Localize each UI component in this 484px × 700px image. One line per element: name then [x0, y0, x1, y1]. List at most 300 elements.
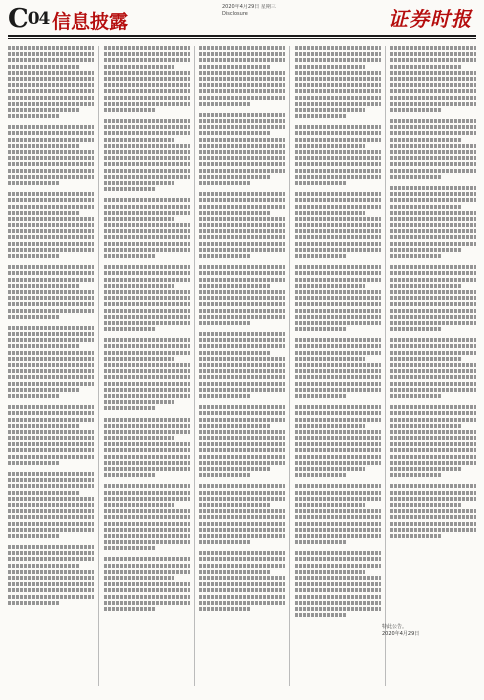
paragraph-gap	[295, 619, 381, 624]
text-line	[104, 58, 190, 62]
paragraph-gap	[390, 540, 476, 545]
text-line	[295, 65, 366, 69]
text-line	[104, 601, 190, 605]
text-line	[390, 83, 476, 87]
text-line	[390, 375, 476, 379]
text-line	[295, 497, 381, 501]
text-line	[104, 557, 190, 561]
text-line	[8, 271, 94, 275]
text-line	[390, 296, 476, 300]
column-divider	[385, 46, 386, 686]
text-line	[104, 265, 190, 269]
text-line	[104, 388, 190, 392]
text-line	[199, 344, 285, 348]
text-line	[295, 77, 381, 81]
text-line	[104, 229, 190, 233]
text-line	[295, 509, 381, 513]
text-line	[295, 369, 381, 373]
text-line	[390, 186, 476, 190]
text-line	[295, 198, 381, 202]
text-line	[199, 229, 285, 233]
text-line	[104, 138, 175, 142]
text-line	[8, 418, 94, 422]
text-line	[199, 315, 285, 319]
section-code	[8, 4, 49, 34]
text-line	[104, 205, 190, 209]
text-line	[8, 405, 94, 409]
header-subtitle: Disclosure	[222, 11, 248, 17]
text-line	[295, 467, 366, 471]
text-line	[104, 211, 190, 215]
text-line	[295, 242, 381, 246]
text-line	[104, 595, 190, 599]
text-line	[8, 369, 94, 373]
text-line	[8, 205, 94, 209]
text-line	[104, 108, 156, 112]
text-line	[295, 595, 381, 599]
text-line	[390, 144, 476, 148]
text-line	[104, 309, 190, 313]
text-line	[104, 302, 190, 306]
text-line	[295, 321, 381, 325]
text-line	[390, 338, 476, 342]
text-line	[199, 436, 285, 440]
text-line	[295, 357, 366, 361]
text-line	[104, 509, 190, 513]
text-line	[390, 284, 461, 288]
text-line	[295, 448, 381, 452]
text-line	[295, 290, 381, 294]
text-line	[8, 545, 94, 549]
text-line	[199, 223, 285, 227]
text-line	[295, 265, 381, 269]
text-line	[390, 461, 476, 465]
text-line	[295, 296, 381, 300]
text-line	[104, 424, 190, 428]
text-line	[199, 411, 285, 415]
section-title: 信息披露	[52, 11, 129, 33]
text-line	[390, 89, 476, 93]
text-line	[8, 388, 79, 392]
text-line	[390, 418, 476, 422]
text-line	[104, 588, 190, 592]
text-line	[104, 83, 190, 87]
text-line	[295, 58, 381, 62]
text-line	[295, 175, 381, 179]
text-line	[295, 271, 381, 275]
text-line	[199, 448, 285, 452]
paragraph-gap	[104, 613, 190, 618]
text-line	[8, 497, 94, 501]
text-line	[8, 138, 94, 142]
text-line	[295, 388, 381, 392]
text-line	[8, 217, 94, 221]
text-line	[8, 284, 79, 288]
section-letter: C	[8, 4, 28, 34]
text-line	[8, 131, 94, 135]
text-line	[199, 83, 285, 87]
text-line	[104, 540, 190, 544]
text-line	[199, 96, 285, 100]
text-line	[8, 595, 94, 599]
text-line	[199, 461, 285, 465]
text-line	[390, 162, 476, 166]
text-line	[199, 278, 285, 282]
text-line	[199, 540, 251, 544]
text-line	[199, 52, 285, 56]
text-line	[199, 497, 285, 501]
column-4	[295, 46, 381, 686]
text-line	[390, 192, 476, 196]
text-line	[390, 534, 442, 538]
text-line	[295, 528, 381, 532]
text-line	[295, 46, 381, 50]
text-line	[104, 418, 190, 422]
text-line	[390, 131, 476, 135]
text-line	[8, 315, 60, 319]
text-line	[390, 455, 476, 459]
text-line	[295, 576, 381, 580]
text-line	[8, 83, 94, 87]
text-line	[8, 52, 94, 56]
text-line	[390, 503, 461, 507]
text-line	[199, 175, 270, 179]
text-line	[295, 309, 381, 313]
text-line	[199, 557, 285, 561]
text-line	[199, 131, 270, 135]
text-line	[199, 522, 285, 526]
text-line	[390, 302, 476, 306]
text-line	[104, 484, 190, 488]
text-line	[390, 382, 476, 386]
text-line	[295, 131, 381, 135]
text-line	[199, 119, 285, 123]
text-line	[8, 509, 94, 513]
text-line	[104, 96, 190, 100]
text-line	[199, 424, 270, 428]
text-line	[390, 175, 442, 179]
text-line	[295, 315, 381, 319]
text-line	[390, 108, 442, 112]
text-line	[390, 271, 476, 275]
text-line	[104, 576, 175, 580]
text-line	[8, 175, 94, 179]
text-line	[199, 473, 251, 477]
text-line	[390, 125, 476, 129]
column-3	[199, 46, 285, 686]
text-line	[199, 491, 285, 495]
text-line	[390, 198, 476, 202]
text-line	[199, 338, 285, 342]
text-line	[104, 338, 190, 342]
text-line	[104, 296, 190, 300]
text-line	[295, 405, 381, 409]
text-line	[390, 119, 476, 123]
text-line	[390, 235, 476, 239]
text-line	[104, 162, 190, 166]
text-line	[8, 156, 94, 160]
text-line	[8, 357, 94, 361]
text-line	[8, 58, 94, 62]
text-line	[199, 138, 285, 142]
text-line	[8, 528, 94, 532]
text-line	[199, 467, 270, 471]
text-line	[199, 248, 285, 252]
text-line	[104, 607, 156, 611]
text-line	[295, 363, 381, 367]
text-line	[8, 430, 94, 434]
text-line	[104, 156, 190, 160]
text-line	[199, 169, 285, 173]
text-line	[104, 448, 190, 452]
text-line	[390, 497, 476, 501]
text-line	[8, 65, 79, 69]
text-line	[104, 102, 190, 106]
text-line	[8, 229, 94, 233]
text-line	[199, 357, 285, 361]
text-line	[104, 461, 190, 465]
text-line	[295, 138, 381, 142]
text-line	[295, 211, 366, 215]
text-line	[199, 551, 285, 555]
text-line	[295, 108, 366, 112]
text-line	[295, 169, 381, 173]
text-line	[104, 248, 190, 252]
text-line	[8, 235, 94, 239]
text-line	[8, 198, 94, 202]
text-line	[8, 108, 79, 112]
header-rule-thin	[8, 38, 476, 39]
text-line	[104, 363, 190, 367]
text-line	[295, 327, 347, 331]
text-line	[104, 546, 156, 550]
text-line	[390, 65, 461, 69]
text-line	[8, 248, 94, 252]
text-line	[8, 102, 94, 106]
text-line	[295, 125, 381, 129]
text-line	[390, 327, 442, 331]
text-line	[8, 309, 94, 313]
text-line	[199, 302, 285, 306]
text-line	[390, 138, 461, 142]
text-line	[199, 205, 285, 209]
newspaper-logo: 证券时报	[388, 7, 472, 31]
text-line	[295, 430, 381, 434]
text-line	[390, 473, 442, 477]
text-line	[8, 503, 94, 507]
paragraph-gap	[199, 613, 285, 618]
text-line	[8, 181, 60, 185]
text-line	[390, 442, 476, 446]
text-line	[104, 71, 190, 75]
text-line	[8, 570, 94, 574]
text-line	[8, 326, 94, 330]
text-line	[8, 582, 94, 586]
text-line	[199, 156, 285, 160]
text-line	[199, 162, 285, 166]
text-line	[295, 89, 381, 93]
text-line	[8, 290, 94, 294]
column-divider	[98, 46, 99, 686]
text-line	[8, 192, 94, 196]
text-line	[390, 77, 476, 81]
text-line	[390, 528, 476, 532]
text-line	[295, 540, 347, 544]
text-line	[104, 46, 190, 50]
text-line	[295, 205, 381, 209]
text-line	[390, 363, 476, 367]
text-line	[390, 424, 461, 428]
text-line	[8, 382, 94, 386]
text-line	[199, 144, 285, 148]
column-2	[104, 46, 190, 686]
text-line	[8, 211, 79, 215]
text-line	[199, 375, 285, 379]
text-line	[104, 290, 190, 294]
text-line	[8, 71, 94, 75]
text-line	[199, 150, 285, 154]
text-line	[295, 570, 366, 574]
text-line	[390, 169, 476, 173]
text-line	[199, 528, 285, 532]
text-line	[199, 515, 285, 519]
text-line	[8, 338, 94, 342]
text-line	[390, 223, 476, 227]
closing-line: 特此公告。	[382, 624, 408, 630]
text-line	[104, 528, 190, 532]
text-line	[104, 406, 156, 410]
text-line	[390, 58, 476, 62]
text-line	[295, 375, 381, 379]
text-line	[295, 52, 381, 56]
text-line	[8, 302, 94, 306]
text-line	[199, 71, 285, 75]
text-line	[295, 344, 381, 348]
text-line	[390, 430, 476, 434]
text-line	[199, 607, 251, 611]
text-line	[295, 515, 381, 519]
text-line	[8, 242, 94, 246]
text-line	[295, 424, 366, 428]
text-line	[104, 473, 156, 477]
text-line	[295, 351, 381, 355]
text-line	[199, 89, 285, 93]
text-line	[104, 375, 190, 379]
text-line	[390, 484, 476, 488]
text-line	[104, 564, 190, 568]
text-line	[199, 382, 285, 386]
text-line	[295, 248, 381, 252]
text-line	[199, 509, 285, 513]
text-line	[8, 278, 94, 282]
text-line	[104, 278, 190, 282]
text-line	[104, 467, 190, 471]
text-line	[8, 77, 94, 81]
text-line	[104, 369, 190, 373]
text-line	[8, 89, 94, 93]
text-line	[295, 102, 381, 106]
text-line	[8, 223, 94, 227]
text-line	[8, 332, 94, 336]
text-line	[295, 442, 381, 446]
text-line	[199, 582, 285, 586]
text-line	[8, 344, 79, 348]
text-line	[104, 344, 190, 348]
text-line	[390, 46, 476, 50]
text-line	[295, 278, 381, 282]
text-line	[295, 382, 381, 386]
text-line	[295, 522, 381, 526]
text-line	[104, 503, 175, 507]
text-line	[104, 77, 190, 81]
text-line	[104, 175, 190, 179]
column-divider	[289, 46, 290, 686]
text-line	[104, 223, 190, 227]
text-line	[199, 595, 285, 599]
text-line	[104, 497, 190, 501]
text-line	[390, 102, 476, 106]
text-line	[8, 46, 94, 50]
text-line	[104, 327, 156, 331]
text-line	[295, 71, 381, 75]
text-line	[8, 169, 94, 173]
text-line	[390, 150, 476, 154]
text-line	[390, 357, 461, 361]
text-line	[199, 58, 285, 62]
text-line	[199, 418, 285, 422]
text-line	[104, 351, 190, 355]
text-line	[104, 187, 156, 191]
text-line	[295, 473, 347, 477]
text-line	[295, 455, 381, 459]
text-line	[390, 71, 476, 75]
text-line	[390, 156, 476, 160]
text-line	[390, 52, 476, 56]
text-line	[390, 96, 476, 100]
text-line	[295, 284, 366, 288]
text-line	[390, 388, 476, 392]
text-line	[199, 235, 285, 239]
text-line	[390, 309, 476, 313]
text-line	[295, 607, 381, 611]
text-line	[104, 254, 156, 258]
text-line	[199, 242, 285, 246]
text-line	[104, 515, 190, 519]
header-date: 2020年4月29日 星期三	[222, 4, 276, 10]
text-line	[199, 113, 285, 117]
text-line	[390, 290, 476, 294]
text-line	[199, 284, 270, 288]
text-line	[104, 534, 190, 538]
text-line	[295, 551, 381, 555]
text-line	[8, 114, 60, 118]
text-line	[390, 254, 442, 258]
text-line	[295, 461, 381, 465]
text-line	[104, 321, 190, 325]
text-line	[199, 570, 270, 574]
text-line	[199, 321, 251, 325]
text-line	[390, 205, 461, 209]
text-line	[104, 235, 190, 239]
text-line	[8, 491, 79, 495]
text-line	[104, 65, 175, 69]
text-line	[199, 77, 285, 81]
text-line	[8, 394, 60, 398]
text-line	[295, 162, 381, 166]
text-line	[390, 315, 476, 319]
text-line	[295, 181, 347, 185]
text-line	[8, 363, 94, 367]
